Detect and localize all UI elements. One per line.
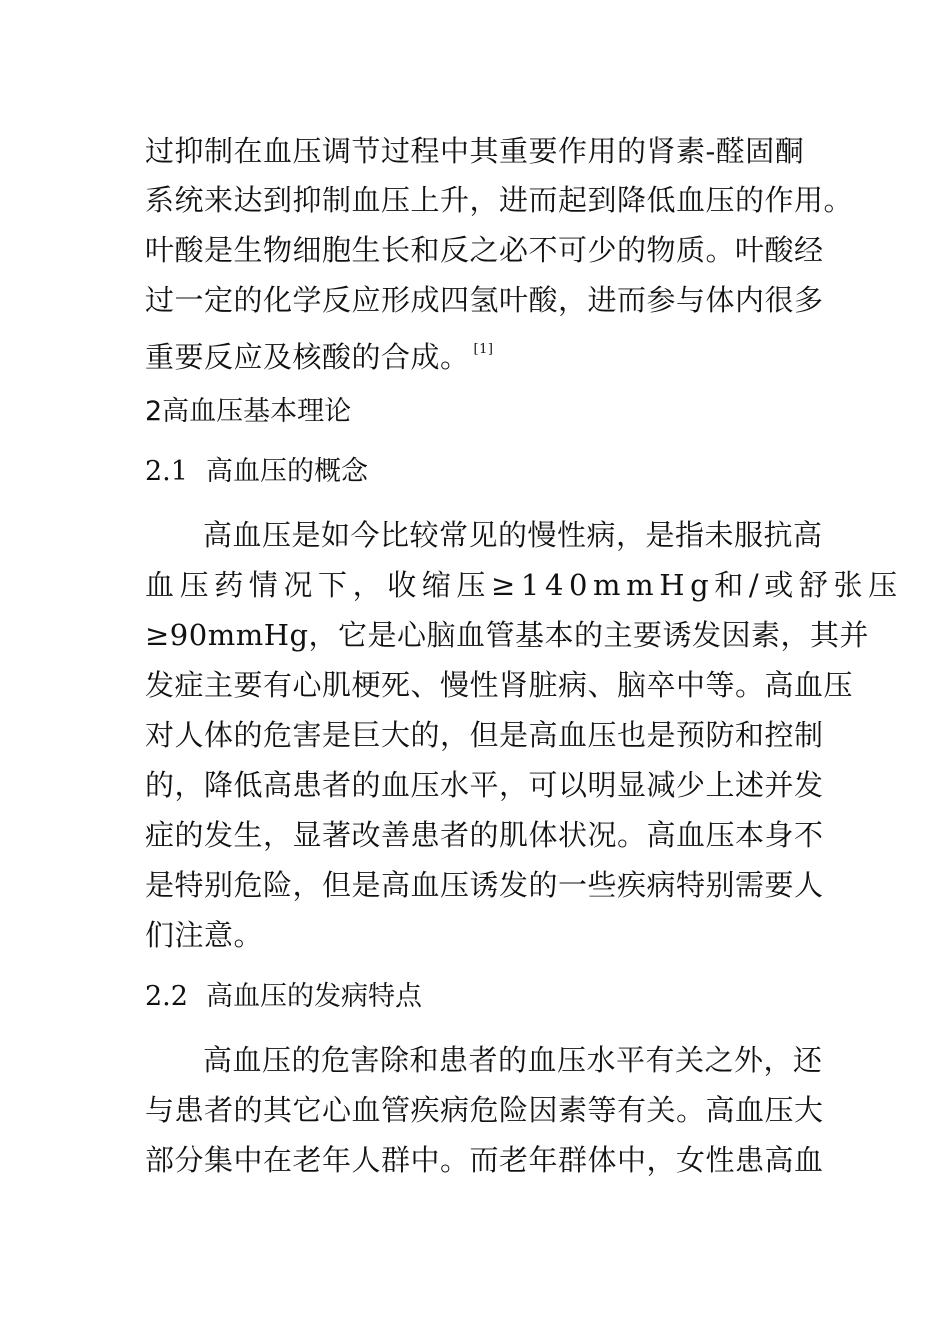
subsection-number: 2.1 xyxy=(145,456,188,487)
subsection-title: 高血压的发病特点 xyxy=(205,981,422,1012)
subsection-heading-2-1 xyxy=(145,455,368,489)
intro-line-last xyxy=(145,332,493,375)
citation-reference: [1] xyxy=(473,342,494,357)
paragraph-line: 血压药情况下，收缩压≥140mmHg和/或舒张压 xyxy=(145,568,903,602)
paragraph-line: ≥90mmHg，它是心脑血管基本的主要诱发因素，其并 xyxy=(145,618,870,652)
paragraph-line: 高血压是如今比较常见的慢性病，是指未服抗高 xyxy=(203,518,823,552)
subsection-number: 2.2 xyxy=(145,981,188,1012)
paragraph-line: 的，降低高患者的血压水平，可以明显减少上述并发 xyxy=(145,768,824,802)
intro-line-text: 重要反应及核酸的合成。 xyxy=(145,340,470,374)
paragraph-line: 与患者的其它心血管疾病危险因素等有关。高血压大 xyxy=(145,1093,824,1127)
paragraph-line: 们注意。 xyxy=(145,918,264,952)
paragraph-line: 是特别危险，但是高血压诱发的一些疾病特别需要人 xyxy=(145,868,824,902)
paragraph-line: 发症主要有心肌梗死、慢性肾脏病、脑卒中等。高血压 xyxy=(145,668,854,702)
intro-line: 过一定的化学反应形成四氢叶酸，进而参与体内很多 xyxy=(145,283,824,317)
section-heading: 2高血压基本理论 xyxy=(145,396,352,427)
intro-line: 叶酸是生物细胞生长和反之必不可少的物质。叶酸经 xyxy=(145,233,824,267)
paragraph-line: 高血压的危害除和患者的血压水平有关之外，还 xyxy=(203,1043,823,1077)
subsection-heading-2-2 xyxy=(145,980,422,1014)
paragraph-line: 对人体的危害是巨大的，但是高血压也是预防和控制 xyxy=(145,718,824,752)
intro-line: 过抑制在血压调节过程中其重要作用的肾素-醛固酮 xyxy=(145,134,805,168)
paragraph-line: 症的发生，显著改善患者的肌体状况。高血压本身不 xyxy=(145,818,824,852)
intro-line: 系统来达到抑制血压上升，进而起到降低血压的作用。 xyxy=(145,183,854,217)
paragraph-line: 部分集中在老年人群中。而老年群体中，女性患高血 xyxy=(145,1143,824,1177)
subsection-title: 高血压的概念 xyxy=(205,456,368,487)
